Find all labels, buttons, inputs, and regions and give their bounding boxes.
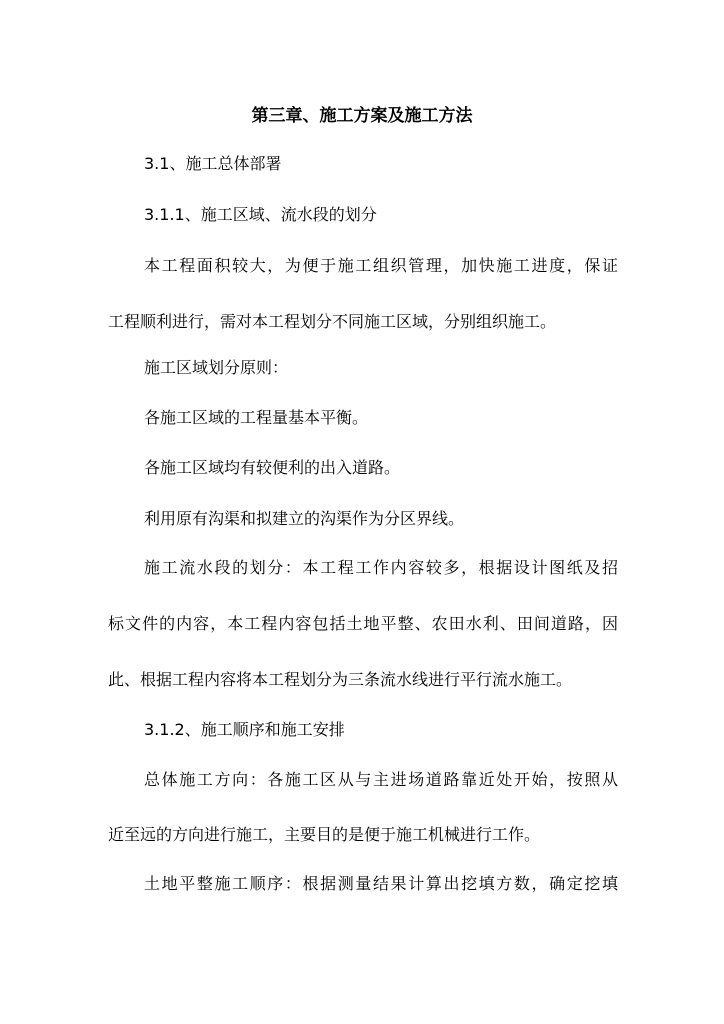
paragraph-line: 总体施工方向：各施工区从与主进场道路靠近处开始，按照从 [144, 770, 618, 789]
paragraph-line: 施工区域划分原则： [144, 358, 289, 377]
paragraph-line: 本工程面积较大，为便于施工组织管理，加快施工进度，保证 [144, 256, 618, 275]
paragraph-line: 土地平整施工顺序：根据测量结果计算出挖填方数，确定挖填 [144, 874, 618, 893]
section-heading-3-1: 3.1、施工总体部署 [144, 154, 282, 173]
section-heading-3-1-2: 3.1.2、施工顺序和施工安排 [144, 720, 345, 739]
paragraph-line: 近至远的方向进行施工，主要目的是便于施工机械进行工作。 [108, 825, 541, 844]
paragraph-line: 标文件的内容，本工程内容包括土地平整、农田水利、田间道路，因 [108, 614, 618, 633]
section-heading-3-1-1: 3.1.1、施工区域、流水段的划分 [144, 205, 377, 224]
paragraph-line: 各施工区域均有较便利的出入道路。 [144, 458, 401, 477]
paragraph-line: 工程顺利进行，需对本工程划分不同施工区域，分别组织施工。 [108, 312, 557, 331]
paragraph-line: 施工流水段的划分：本工程工作内容较多，根据设计图纸及招 [144, 558, 618, 577]
paragraph-line: 利用原有沟渠和拟建立的沟渠作为分区界线。 [144, 509, 465, 528]
chapter-title: 第三章、施工方案及施工方法 [251, 106, 473, 126]
paragraph-line: 各施工区域的工程量基本平衡。 [144, 408, 369, 427]
paragraph-line: 此、根据工程内容将本工程划分为三条流水线进行平行流水施工。 [108, 670, 573, 689]
